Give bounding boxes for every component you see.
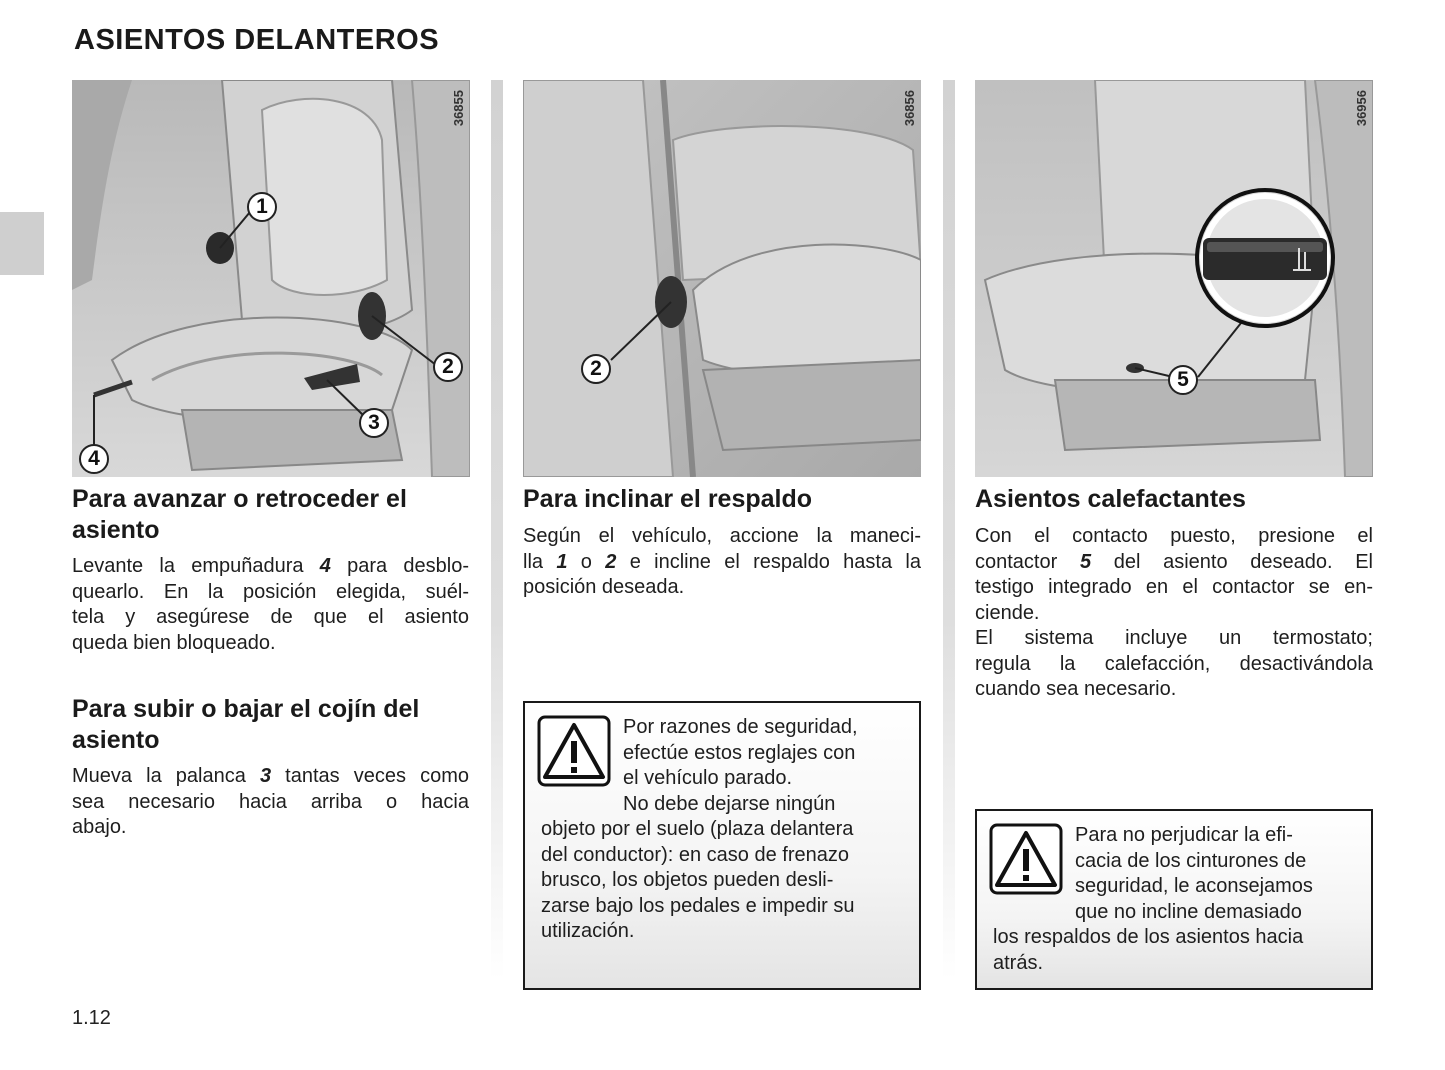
safety-warning-box — [523, 701, 921, 990]
seat-illustration-2 — [523, 80, 921, 477]
paragraph-cushion-height — [72, 764, 469, 841]
warning-text-top: Para no perjudicar la efi- cacia de los cinturones de seguridad, le aconsejamos que no incline demasiado — [1075, 824, 1313, 923]
text-segment: del asiento deseado. El — [1091, 550, 1373, 573]
callout-4: 4 — [79, 444, 109, 474]
column-divider-2 — [943, 80, 955, 980]
text-segment: o — [567, 550, 606, 573]
figure-code: 36856 — [902, 90, 917, 127]
text-line — [975, 652, 1373, 678]
text-segment: ciende. — [975, 601, 1040, 624]
heading-heated-seats: Asientos calefactantes — [975, 485, 1246, 513]
text-segment: regula la calefacción, desactivándola — [975, 652, 1373, 675]
reference-number: 4 — [319, 555, 331, 577]
text-segment: Mueva la palanca — [72, 765, 260, 787]
text-line — [72, 631, 469, 657]
text-line — [72, 815, 469, 841]
page-number: 1.12 — [72, 1007, 111, 1029]
text-line — [975, 601, 1373, 627]
text-line — [975, 626, 1373, 652]
seat-illustration-1 — [72, 80, 470, 477]
seatbelt-warning-box — [975, 809, 1373, 990]
text-segment: cuando sea necesario. — [975, 678, 1177, 700]
text-segment: Levante la empuñadura — [72, 555, 320, 577]
text-segment: tela y asegúrese de que el asiento — [72, 606, 469, 628]
figure-backrest — [523, 80, 921, 477]
text-segment: sea necesario hacia arriba o hacia — [72, 790, 469, 813]
callout-2: 2 — [433, 352, 463, 382]
text-line — [72, 605, 469, 631]
callout-5: 5 — [1168, 365, 1198, 395]
text-segment: tantas veces como — [271, 765, 469, 787]
seat-illustration-3 — [975, 80, 1373, 477]
warning-text-top: Por razones de seguridad, efectúe estos reglajes con el vehículo parado. No debe dejarse ningún — [623, 716, 858, 815]
callout-3: 3 — [359, 408, 389, 438]
paragraph-recline-backrest — [523, 524, 921, 601]
text-segment: para desblo- — [330, 555, 469, 577]
text-line — [72, 790, 469, 816]
reference-number: 1 — [556, 550, 568, 573]
heading-recline-backrest: Para inclinar el respaldo — [523, 485, 813, 513]
column-divider-1 — [491, 80, 503, 980]
warning-text-bottom: los respaldos de los asientos hacia atrás. — [993, 926, 1304, 974]
text-segment: quearlo. En la posición elegida, suél- — [72, 580, 469, 603]
text-line — [523, 575, 921, 601]
warning-triangle-icon — [989, 823, 1063, 895]
chapter-tab — [0, 212, 44, 275]
text-line — [523, 550, 921, 576]
warning-triangle-icon — [537, 715, 611, 787]
figure-code: 36855 — [451, 90, 466, 127]
text-segment: abajo. — [72, 816, 127, 838]
text-line — [975, 575, 1373, 601]
paragraph-move-seat — [72, 554, 469, 656]
page-title: ASIENTOS DELANTEROS — [74, 24, 440, 56]
text-line — [72, 764, 469, 790]
warning-text-bottom: objeto por el suelo (plaza delantera del conductor): en caso de frenazo brusco, los objetos pueden desli- zarse bajo los pedales e impedir su utilización. — [541, 818, 855, 942]
callout-2: 2 — [581, 354, 611, 384]
text-line — [523, 524, 921, 550]
text-segment: contactor — [975, 550, 1080, 573]
text-segment: queda bien bloqueado. — [72, 631, 276, 654]
text-line — [72, 580, 469, 606]
text-line — [975, 550, 1373, 576]
text-segment: Con el contacto puesto, presione el — [975, 525, 1373, 547]
text-segment: testigo integrado en el contactor se en- — [975, 576, 1373, 598]
heading-move-seat: Para avanzar o retroceder el asiento — [72, 485, 407, 544]
text-segment: El sistema incluye un termostato; — [975, 627, 1373, 649]
reference-number: 2 — [605, 550, 617, 573]
text-line — [975, 524, 1373, 550]
figure-seat-adjust — [72, 80, 470, 477]
reference-number: 3 — [259, 765, 272, 787]
paragraph-heated-seats — [975, 524, 1373, 703]
reference-number: 5 — [1079, 550, 1092, 573]
text-line — [72, 554, 469, 580]
text-segment: Según el vehículo, accione la maneci- — [523, 525, 921, 547]
figure-heated-seat — [975, 80, 1373, 477]
text-segment: lla — [523, 550, 557, 573]
figure-code: 36956 — [1354, 90, 1369, 127]
text-segment: posición deseada. — [523, 576, 685, 598]
text-segment: e incline el respaldo hasta la — [616, 550, 921, 573]
text-line — [975, 677, 1373, 703]
callout-1: 1 — [247, 192, 277, 222]
heading-cushion-height: Para subir o bajar el cojín del asiento — [72, 695, 420, 754]
